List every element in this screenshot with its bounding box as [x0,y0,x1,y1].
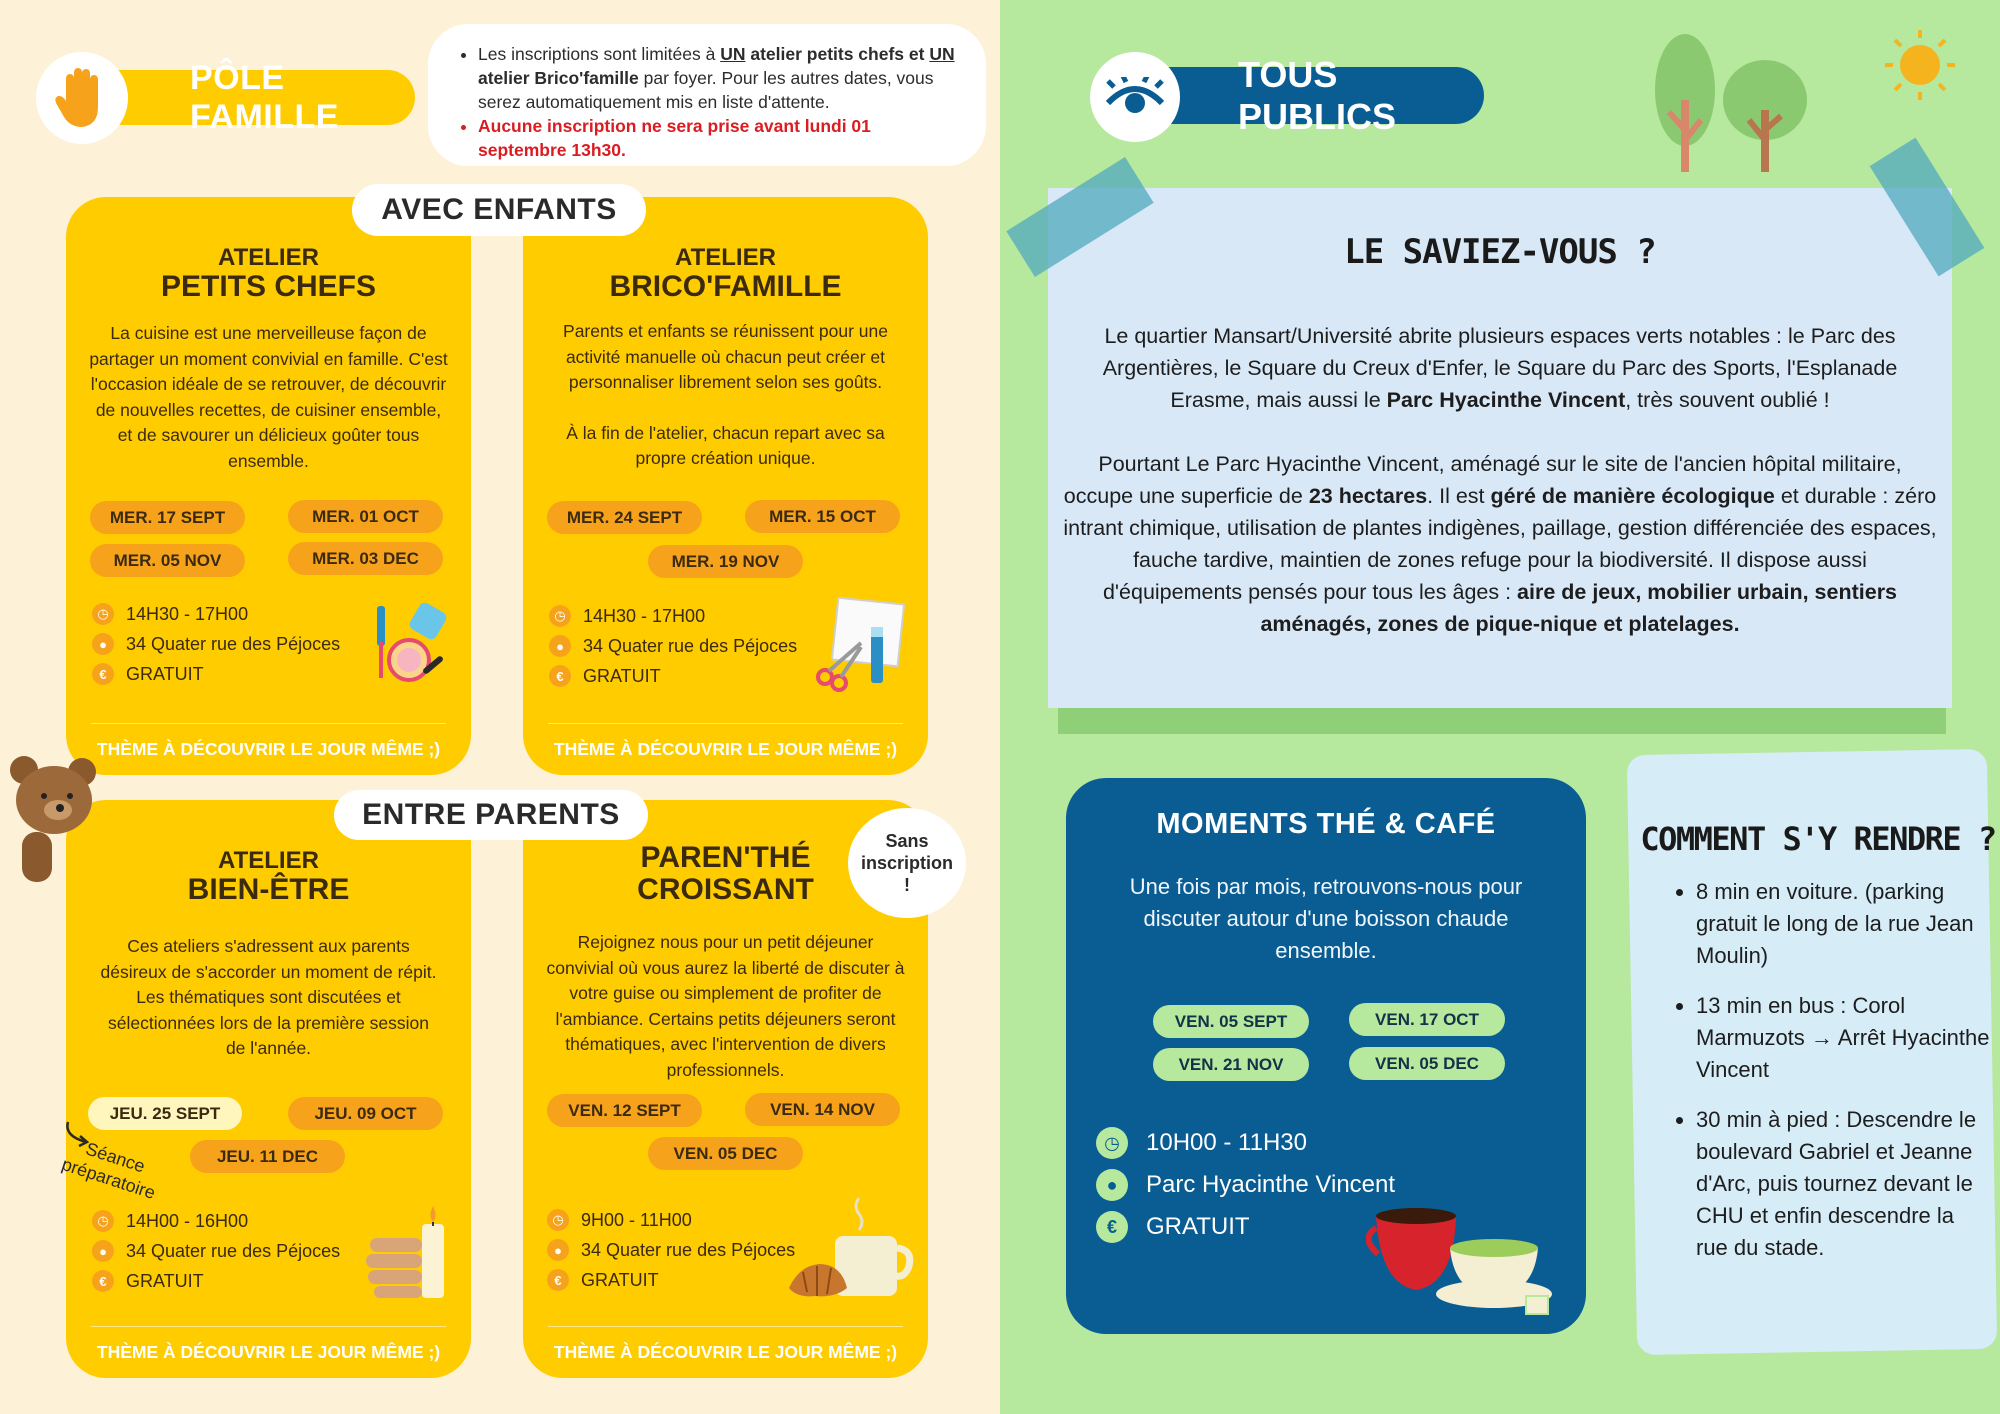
card-footer: THÈME À DÉCOUVRIR LE JOUR MÊME ;) [91,723,446,775]
date-pill: VEN. 14 NOV [745,1093,900,1126]
price-text: GRATUIT [126,663,204,684]
card-description: Ces ateliers s'adressent aux parents désireux de s'accorder un moment de répit. Les thématiques sont discutées et sélectionnées lors de la première session de l'année. [100,936,437,1058]
date-pill: VEN. 21 NOV [1153,1048,1309,1081]
card-info [547,1205,795,1295]
date-pill: MER. 03 DEC [288,542,443,575]
moments-info [1096,1122,1395,1248]
date-pill: JEU. 11 DEC [190,1140,345,1173]
clock-icon: ◷ [1096,1127,1128,1159]
card-footer: THÈME À DÉCOUVRIR LE JOUR MÊME ;) [548,723,903,775]
price-text: GRATUIT [126,1270,204,1291]
moments-description: Une fois par mois, retrouvons-nous pour discuter autour d'une boisson chaude ensemble. [1129,874,1523,963]
directions-list [1640,876,1996,1264]
massage-candle-icon [366,1202,450,1302]
card-footer: THÈME À DÉCOUVRIR LE JOUR MÊME ;) [91,1326,446,1378]
card-bien-etre [59,800,471,1378]
comment-title: COMMENT S'Y RENDRE ? [1640,820,1996,858]
date-pill: VEN. 12 SEPT [547,1094,702,1127]
place-text: 34 Quater rue des Péjoces [126,633,341,654]
time-text: 14H00 - 16H00 [126,1210,249,1231]
craft-supplies-icon [815,597,911,693]
comment-sy-rendre [1640,820,1996,1282]
date-pill: MER. 15 OCT [745,500,900,533]
place-text: 34 Quater rue des Péjoces [581,1239,796,1260]
date-pill-highlighted: JEU. 25 SEPT [88,1097,242,1130]
location-icon: ● [92,633,114,655]
sans-inscription-text: Sans inscription ! [860,831,953,895]
teddy-bear-icon [4,752,100,892]
tous-publics-title-text: TOUS PUBLICS [1238,53,1397,137]
pole-famille-title-text: PÔLE FAMILLE [190,58,339,136]
date-pill: VEN. 05 DEC [1349,1047,1505,1080]
moments-the-cafe-card [1066,778,1586,1334]
date-pill: VEN. 17 OCT [1349,1003,1505,1036]
card-description: Parents et enfants se réunissent pour une activité manuelle où chacun peut créer et personnaliser librement selon ses goûts. [563,321,888,392]
moments-title: MOMENTS THÉ & CAFÉ [1156,808,1496,840]
eye-badge [1090,52,1180,142]
cooking-utensils-icon [371,602,453,694]
date-pill: VEN. 05 SEPT [1153,1005,1309,1038]
date-pill: MER. 17 SEPT [90,501,245,534]
date-pill: VEN. 05 DEC [648,1137,803,1170]
date-pill: MER. 19 NOV [648,545,803,578]
date-pill: MER. 01 OCT [288,500,443,533]
directions-car: • 8 min en voiture. (parking gratuit le long de la rue Jean Moulin) [1696,876,1990,972]
euro-icon: € [92,663,114,685]
card-description: La cuisine est une merveilleuse façon de partager un moment convivial en famille. C'est l'occasion idéale de se retrouver, de découvrir de nouvelles recettes, de cuisiner ensemble, et de savourer un délicieux goûter tous ensemble. [89,323,448,471]
card-title-line1: ATELIER [218,244,319,271]
directions-bus: • 13 min en bus : Corol Marmuzots → Arrêt Hyacinthe Vincent [1696,990,1990,1086]
price-text: GRATUIT [1146,1213,1250,1240]
saviez-paragraph-2: Pourtant Le Parc Hyacinthe Vincent, aménagé sur le site de l'ancien hôpital militaire, occupe une superficie de 23 hectares. Il est géré de manière écologique et durable : zéro intrant chimique, utilisation de plantes indigènes, paillage, gestion différenciée des espaces, fauche tardive, maintien de zones refuge pour la biodiversité. Il dispose aussi d'équipements pensés pour tous les âges : aire de jeux, mobilier urbain, sentiers aménagés, zones de pique-nique et platelages. [1063,452,1937,636]
clock-icon: ◷ [92,603,114,625]
place-text: Parc Hyacinthe Vincent [1146,1171,1396,1198]
card-title-line2: CROISSANT [637,873,814,906]
price-text: GRATUIT [581,1269,659,1290]
card-title [66,848,471,906]
time-text: 14H30 - 17H00 [583,605,706,626]
time-text: 10H00 - 11H30 [1146,1129,1307,1156]
clock-icon: ◷ [92,1210,114,1232]
card-title-line1: PAREN'THÉ [640,841,811,874]
hand-icon [52,65,112,131]
location-icon: ● [547,1239,569,1261]
card-description-2: À la fin de l'atelier, chacun repart avec sa propre création unique. [566,422,885,468]
location-icon: ● [92,1240,114,1262]
curved-arrow-icon [62,1118,96,1148]
directions-walk: • 30 min à pied : Descendre le boulevard Gabriel et Jeanne d'Arc, puis tournez devant le CHU et enfin descendre la rue du stade. [1696,1104,1990,1264]
saviez-paragraph-1: Le quartier Mansart/Université abrite plusieurs espaces verts notables : le Parc des Argentières, le Square du Creux d'Enfer, le Square du Parc des Sports, l'Esplanade Erasme, mais aussi le Parc Hyacinthe Vincent, très souvent oublié ! [1102,324,1898,412]
hand-badge [36,52,128,144]
coffee-cups-icon [1366,1198,1556,1318]
card-title [66,245,471,303]
registration-notice [428,24,986,166]
euro-icon: € [1096,1211,1128,1243]
card-description: Rejoignez nous pour un petit déjeuner convivial où vous aurez la liberté de discuter à votre guise ou simplement de profiter de l'ambiance. Certains petits déjeuners seront thématiques, avec l'intervention de divers professionnels. [546,932,905,1080]
card-petits-chefs [66,197,471,775]
card-title-line1: ATELIER [218,847,319,874]
price-text: GRATUIT [583,665,661,686]
location-icon: ● [1096,1169,1128,1201]
date-pill: MER. 05 NOV [90,544,245,577]
card-title-line1: ATELIER [675,244,776,271]
place-text: 34 Quater rue des Péjoces [126,1240,341,1261]
clock-icon: ◷ [549,605,571,627]
clock-icon: ◷ [547,1209,569,1231]
notice-deadline: • Aucune inscription ne sera prise avant lundi 01 septembre 13h30. [478,114,958,162]
card-footer: THÈME À DÉCOUVRIR LE JOUR MÊME ;) [548,1326,903,1378]
place-text: 34 Quater rue des Péjoces [583,635,798,656]
tous-publics-title [1138,53,1484,137]
section-entre-parents: ENTRE PARENTS [334,790,648,840]
seance-preparatoire-note: Séance préparatoire [59,1138,158,1203]
euro-icon: € [549,665,571,687]
card-title-line2: BRICO'FAMILLE [609,270,842,303]
time-text: 9H00 - 11H00 [581,1209,692,1230]
date-pill: MER. 24 SEPT [547,501,702,534]
pole-famille-title [80,58,415,136]
euro-icon: € [92,1270,114,1292]
card-info [549,601,797,691]
coffee-croissant-icon [785,1192,915,1312]
card-brico-famille [523,197,928,775]
card-title-line2: PETITS CHEFS [160,270,377,303]
card-info [92,599,340,689]
saviez-vous-title: LE SAVIEZ-VOUS ? [1344,232,1656,272]
card-info [92,1206,340,1296]
date-pill: JEU. 09 OCT [288,1097,443,1130]
eye-icon [1104,77,1166,117]
time-text: 14H30 - 17H00 [126,603,249,624]
section-avec-enfants: AVEC ENFANTS [352,184,646,236]
saviez-vous-box [1048,188,1952,708]
euro-icon: € [547,1269,569,1291]
card-title-line2: BIEN-ÊTRE [187,873,350,906]
sans-inscription-badge [848,808,966,918]
card-title [523,245,928,303]
location-icon: ● [549,635,571,657]
notice-limit: • Les inscriptions sont limitées à UN atelier petits chefs et UN atelier Brico'famille par foyer. Pour les autres dates, vous serez automatiquement mis en liste d'attente. [478,42,958,114]
